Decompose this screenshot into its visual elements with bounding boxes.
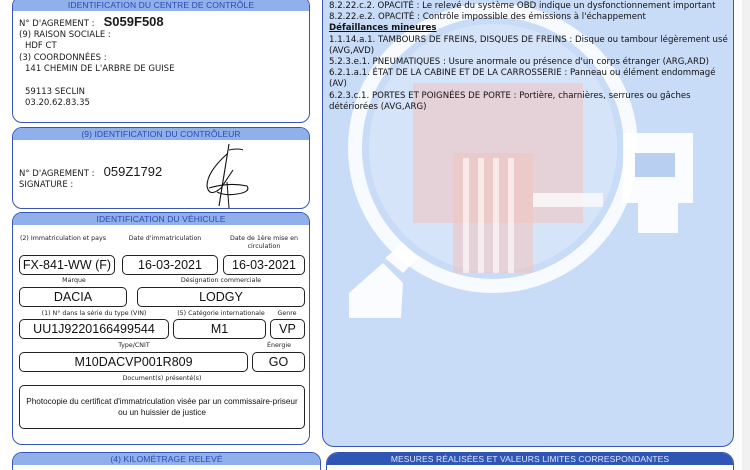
defaillance-line: 8.2.22.c.2. OPACITÉ : Le relevé du système OBD indique un dysfonctionnement important xyxy=(329,1,716,11)
vin-label: (1) N° dans la série du type (VIN) xyxy=(41,310,147,317)
genre-label: Genre xyxy=(277,310,297,317)
kilometrage-panel-header: (4) KILOMÉTRAGE RELEVÉ xyxy=(13,453,320,465)
mesures-panel xyxy=(326,452,734,470)
immat-label: (2) Immatriculation et pays xyxy=(19,235,107,242)
defaillances-mineures-heading: Défaillances mineures xyxy=(329,23,437,34)
mesures-panel-header: MESURES RÉALISÉES ET VALEURS LIMITES CORRESPONDANTES xyxy=(327,453,733,465)
documents-field: Photocopie du certificat d'immatriculation visée par un commissaire-priseur ou un huissier de justice xyxy=(19,385,305,429)
controleur-agrement-row xyxy=(19,161,162,180)
centre-panel xyxy=(12,0,310,123)
energie-label: Énergie xyxy=(267,342,291,349)
defaillances-panel xyxy=(322,0,734,447)
defaillances-list xyxy=(329,0,729,113)
kilometrage-panel xyxy=(12,452,321,470)
centre-raison-label: (9) RAISON SOCIALE : xyxy=(19,30,111,40)
centre-phone: 03.20.62.83.35 xyxy=(25,98,90,108)
categorie-field: M1 xyxy=(173,319,266,339)
centre-address-line1: 141 CHEMIN DE L'ARBRE DE GUISE xyxy=(25,64,175,74)
controleur-agrement-label: N° D'AGREMENT : xyxy=(19,169,95,179)
centre-raison-value: HDF CT xyxy=(25,41,57,51)
designation-label: Désignation commerciale xyxy=(180,277,262,284)
designation-field: LODGY xyxy=(137,287,305,307)
controleur-panel xyxy=(12,127,310,209)
centre-coord-label: (3) COORDONNÉES : xyxy=(19,53,107,63)
controleur-signature-label: SIGNATURE : xyxy=(19,180,74,190)
centre-panel-header: IDENTIFICATION DU CENTRE DE CONTRÔLE xyxy=(13,0,309,11)
marque-field: DACIA xyxy=(19,287,127,307)
signature-icon xyxy=(199,142,259,209)
vin-field: UU1J9220166499544 xyxy=(19,319,169,339)
categorie-label: (5) Catégorie internationale xyxy=(177,310,265,317)
centre-agrement-row xyxy=(19,11,164,30)
documents-label: Document(s) présenté(s) xyxy=(122,375,202,382)
date-circ-field: 16-03-2021 xyxy=(223,255,305,275)
defaillance-line: 5.2.3.e.1. PNEUMATIQUES : Usure anormale ou présence d'un corps étranger (ARG,ARD) xyxy=(329,57,709,68)
defaillance-line: 6.2.3.c.1. PORTES ET POIGNÉES DE PORTE : Portière, charnières, serrures ou gâches détériorées (AVG,ARG) xyxy=(329,90,691,112)
date-immat-field: 16-03-2021 xyxy=(122,255,218,275)
centre-agrement-label: N° D'AGREMENT : xyxy=(19,19,95,29)
page-margin xyxy=(735,0,742,470)
controleur-agrement-value: 059Z1792 xyxy=(103,164,163,179)
energie-field: GO xyxy=(252,352,305,372)
genre-field: VP xyxy=(270,319,305,339)
marque-label: Marque xyxy=(62,277,86,284)
date-circ-label: Date de 1ère mise en circulation xyxy=(229,235,299,250)
defaillance-line: 6.2.1.a.1. ÉTAT DE LA CABINE ET DE LA CARROSSERIE : Panneau ou élément endommagé (AV) xyxy=(329,68,716,90)
vehicule-panel-header: IDENTIFICATION DU VÉHICULE xyxy=(13,213,309,225)
centre-address-line2: 59113 SECLIN xyxy=(25,87,86,97)
type-label: Type/CNIT xyxy=(118,342,150,349)
centre-agrement-value: S059F508 xyxy=(103,14,164,29)
type-field: M10DACVP001R809 xyxy=(19,352,248,372)
defaillance-line: 8.2.22.e.2. OPACITÉ : Contrôle impossible des émissions à l'échappement xyxy=(329,12,646,23)
date-immat-label: Date d'immatriculation xyxy=(128,235,202,242)
vehicule-panel xyxy=(12,212,310,445)
controleur-panel-header: (9) IDENTIFICATION DU CONTRÔLEUR xyxy=(13,128,309,140)
defaillance-line: 1.1.14.a.1. TAMBOURS DE FREINS, DISQUES DE FREINS : Disque ou tambour légèrement usé (AVG,AVD) xyxy=(329,34,728,56)
page-margin-shadow xyxy=(742,0,750,470)
immat-field: FX-841-WW (F) xyxy=(19,255,115,275)
